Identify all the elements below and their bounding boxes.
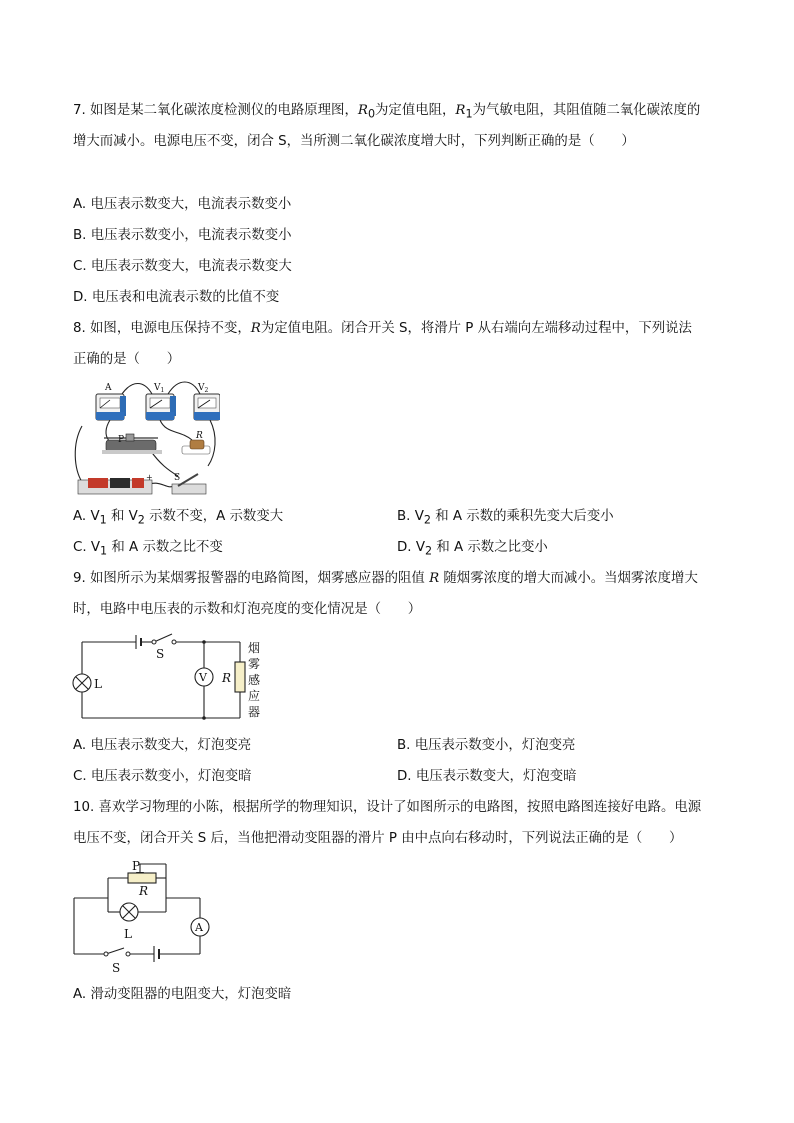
q8-circuit-photo [70,374,220,498]
q9-stem-line1: 9. 如图所示为某烟雾报警器的电路简图，烟雾感应器的阻值 R 随烟雾浓度的增大而减小。当烟雾浓度增大 [73,571,698,586]
label-v1: $V_1$ [154,383,165,394]
svg-text:雾: 雾 [248,657,261,671]
q8-stem-line1: 8. 如图，电源电压保持不变，R为定值电阻。闭合开关 S，将滑片 P 从右端向左端移动过程中，下列说法 [73,321,692,336]
switch-blade [154,634,172,642]
q9-stem-line2: 时，电路中电压表的示数和灯泡亮度的变化情况是（ ） [73,602,422,617]
q8-option-b[interactable]: B. $V_2$ 和 A 示数的乘积先变大后变小 [397,509,614,527]
q7-stem-line2: 增大而减小。电源电压不变，闭合 S，当所测二氧化碳浓度增大时，下列判断正确的是（ ） [73,134,635,149]
wire [208,420,215,466]
label-l: L [124,927,132,941]
q9-option-d[interactable]: D. 电压表示数变大，灯泡变暗 [397,769,577,784]
q8-option-a[interactable]: A. $V_1$ 和 $V_2$ 示数不变，A 示数变大 [73,509,284,527]
label-s: S [112,961,121,975]
battery-pack [78,478,152,494]
switch-pivot [104,952,108,956]
q9-option-c[interactable]: C. 电压表示数变小，灯泡变暗 [73,769,252,784]
rheostat-resistor [128,873,156,883]
q10-option-a[interactable]: A. 滑动变阻器的电阻变大，灯泡变暗 [73,987,292,1002]
q10-stem-line1: 10. 喜欢学习物理的小陈，根据所学的物理知识，设计了如图所示的电路图，按照电路图连接好电路。电源 [73,800,702,815]
q9-option-a[interactable]: A. 电压表示数变大，灯泡变亮 [73,738,252,753]
wire [122,384,152,395]
sliding-rheostat [102,434,162,454]
ammeter [96,394,126,420]
voltmeter-v2 [194,394,220,420]
lamp-icon [120,903,138,921]
q10-circuit-diagram [70,858,220,976]
q8-option-d[interactable]: D. $V_2$ 和 A 示数之比变小 [397,540,548,558]
q8-option-c[interactable]: C. $V_1$ 和 A 示数之比不变 [73,540,223,558]
q7-option-a[interactable]: A. 电压表示数变大，电流表示数变小 [73,197,292,212]
q7-option-d[interactable]: D. 电压表和电流表示数的比值不变 [73,290,280,305]
lamp-icon [73,674,91,692]
label-p: P [132,859,141,873]
switch-contact [126,952,130,956]
label-r: R [196,431,203,441]
svg-text:烟: 烟 [248,641,261,655]
voltmeter-v1 [146,394,176,420]
label-p: P [118,435,125,445]
q7-option-c[interactable]: C. 电压表示数变大，电流表示数变大 [73,259,292,274]
svg-text:感: 感 [248,673,261,687]
fixed-resistor [182,440,210,454]
label-plus: + [146,473,153,482]
label-a: A [105,383,112,393]
wire [75,426,82,482]
wire [168,382,200,394]
junction-dot [202,640,206,644]
label-l: L [94,677,102,691]
sensor-label-vertical [248,640,260,719]
svg-text:器: 器 [248,705,261,719]
label-r: R [139,884,149,898]
q7-stem-line1: 7. 如图是某二氧化碳浓度检测仪的电路原理图，$R_0$为定值电阻，$R_1$为气敏电阻，其阻值随二氧化碳浓度的 [73,103,701,121]
q10-stem-line2: 电压不变，闭合开关 S 后，当他把滑动变阻器的滑片 P 由中点向右移动时，下列说法正确的是（ ） [73,831,683,846]
q7-option-b[interactable]: B. 电压表示数变小，电流表示数变小 [73,228,292,243]
switch-blade [106,948,124,954]
q9-option-b[interactable]: B. 电压表示数变小，灯泡变亮 [397,738,576,753]
smoke-sensor-resistor [235,662,245,692]
svg-text:应: 应 [248,689,261,703]
label-s: S [174,473,181,483]
junction-dot [202,716,206,720]
q8-stem-line2: 正确的是（ ） [73,352,181,367]
label-s: S [156,647,165,661]
switch-pivot [152,640,156,644]
wire [160,420,192,440]
q9-circuit-diagram [70,632,270,724]
label-v2: $V_2$ [198,383,209,394]
label-v: V [199,671,207,684]
label-r: R [222,671,232,685]
switch-contact [172,640,176,644]
label-a: A [195,921,203,934]
